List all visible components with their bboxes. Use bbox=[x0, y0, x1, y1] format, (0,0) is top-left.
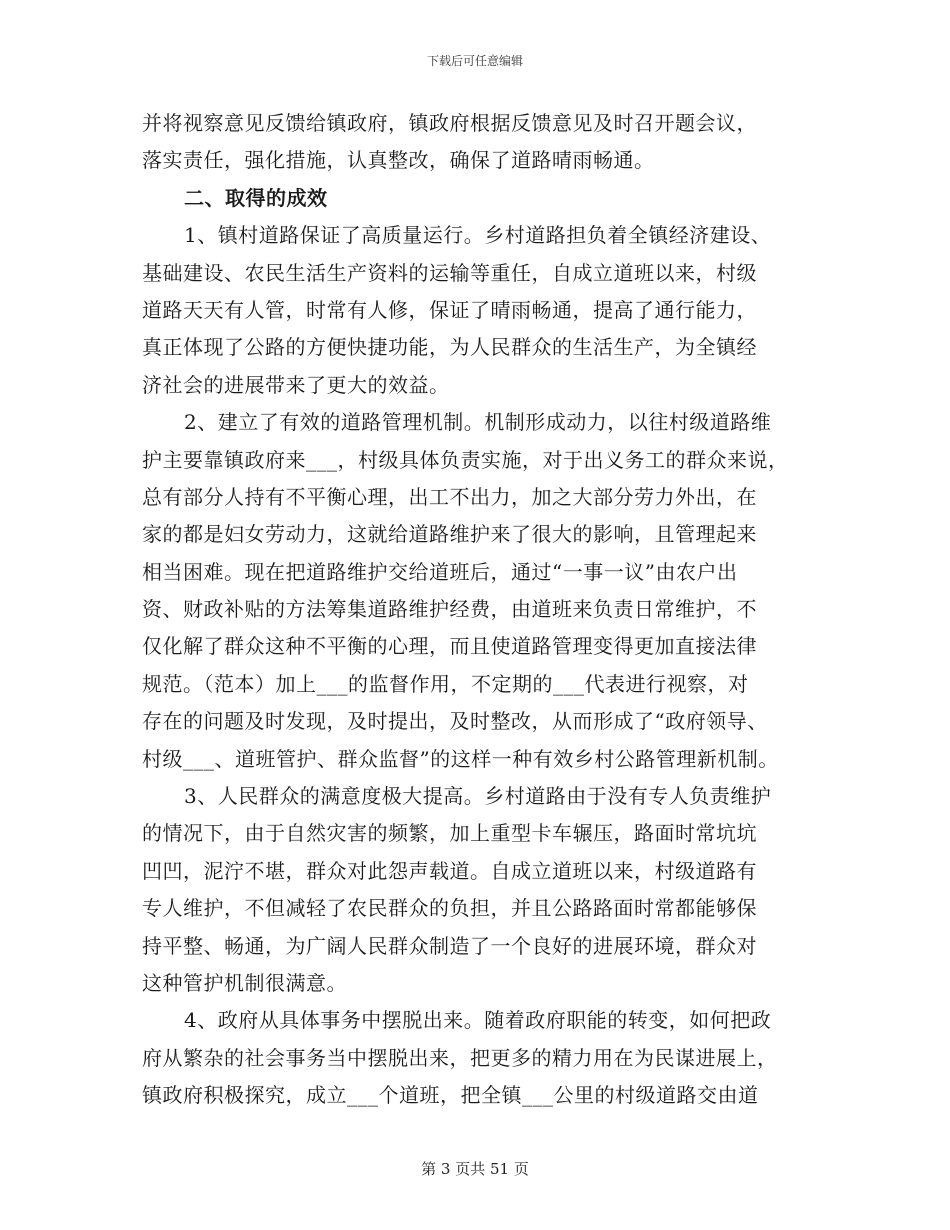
text-line: 仅化解了群众这种不平衡的心理，而且使道路管理变得更加直接法律 bbox=[142, 634, 757, 659]
text-line: 资、财政补贴的方法筹集道路维护经费，由道班来负责日常维护，不 bbox=[142, 597, 757, 622]
text-line: 基础建设、农民生活生产资料的运输等重任，自成立道班以来，村级 bbox=[142, 260, 757, 285]
text-line: 济社会的进展带来了更大的效益。 bbox=[142, 372, 450, 397]
paragraph-start: 1、镇村道路保证了高质量运行。乡村道路担负着全镇经济建设、 bbox=[184, 223, 772, 248]
paragraph-start: 4、政府从具体事务中摆脱出来。随着政府职能的转变，如何把政 bbox=[184, 1008, 772, 1033]
text-line: 持平整、畅通，为广阔人民群众制造了一个良好的进展环境，群众对 bbox=[142, 933, 757, 958]
section-heading: 二、取得的成效 bbox=[184, 185, 328, 210]
text-line: 府从繁杂的社会事务当中摆脱出来，把更多的精力用在为民谋进展上， bbox=[142, 1045, 778, 1070]
text-line: 道路天天有人管，时常有人修，保证了晴雨畅通，提高了通行能力， bbox=[142, 297, 757, 322]
text-line: 落实责任，强化措施，认真整改，确保了道路晴雨畅通。 bbox=[142, 148, 655, 173]
text-line: 存在的问题及时发现，及时提出，及时整改，从而形成了“政府领导、 bbox=[142, 709, 768, 734]
text-line: 并将视察意见反馈给镇政府，镇政府根据反馈意见及时召开题会议， bbox=[142, 111, 757, 135]
text-line: 护主要靠镇政府来___，村级具体负责实施，对于出义务工的群众来说， bbox=[142, 447, 789, 472]
document-body bbox=[142, 105, 822, 1115]
paragraph-start: 3、人民群众的满意度极大提高。乡村道路由于没有专人负责维护 bbox=[184, 784, 772, 809]
text-line: 这种管护机制很满意。 bbox=[142, 970, 347, 995]
page-number: 第 3 页共 51 页 bbox=[421, 1160, 529, 1178]
text-line: 总有部分人持有不平衡心理，出工不出力，加之大部分劳力外出，在 bbox=[142, 484, 757, 509]
paragraph-start: 2、建立了有效的道路管理机制。机制形成动力，以往村级道路维 bbox=[184, 410, 772, 435]
page-header: 下载后可任意编辑 bbox=[426, 54, 523, 68]
text-line: 家的都是妇女劳动力，这就给道路维护来了很大的影响，且管理起来 bbox=[142, 522, 757, 547]
text-line: 相当困难。现在把道路维护交给道班后，通过“一事一议”由农户出 bbox=[142, 559, 738, 584]
text-line: 镇政府积极探究，成立___个道班，把全镇___公里的村级道路交由道 bbox=[142, 1083, 759, 1108]
text-line: 规范。（范本）加上___的监督作用，不定期的___代表进行视察，对 bbox=[142, 671, 749, 696]
text-line: 村级___、道班管护、群众监督”的这样一种有效乡村公路管理新机制。 bbox=[142, 746, 779, 771]
text-line: 的情况下，由于自然灾害的频繁，加上重型卡车辗压，路面时常坑坑 bbox=[142, 821, 757, 846]
text-line: 凹凹，泥泞不堪，群众对此怨声载道。自成立道班以来，村级道路有 bbox=[142, 858, 757, 883]
text-line: 真正体现了公路的方便快捷功能，为人民群众的生活生产，为全镇经 bbox=[142, 335, 757, 360]
text-line: 专人维护，不但减轻了农民群众的负担，并且公路路面时常都能够保 bbox=[142, 896, 757, 921]
